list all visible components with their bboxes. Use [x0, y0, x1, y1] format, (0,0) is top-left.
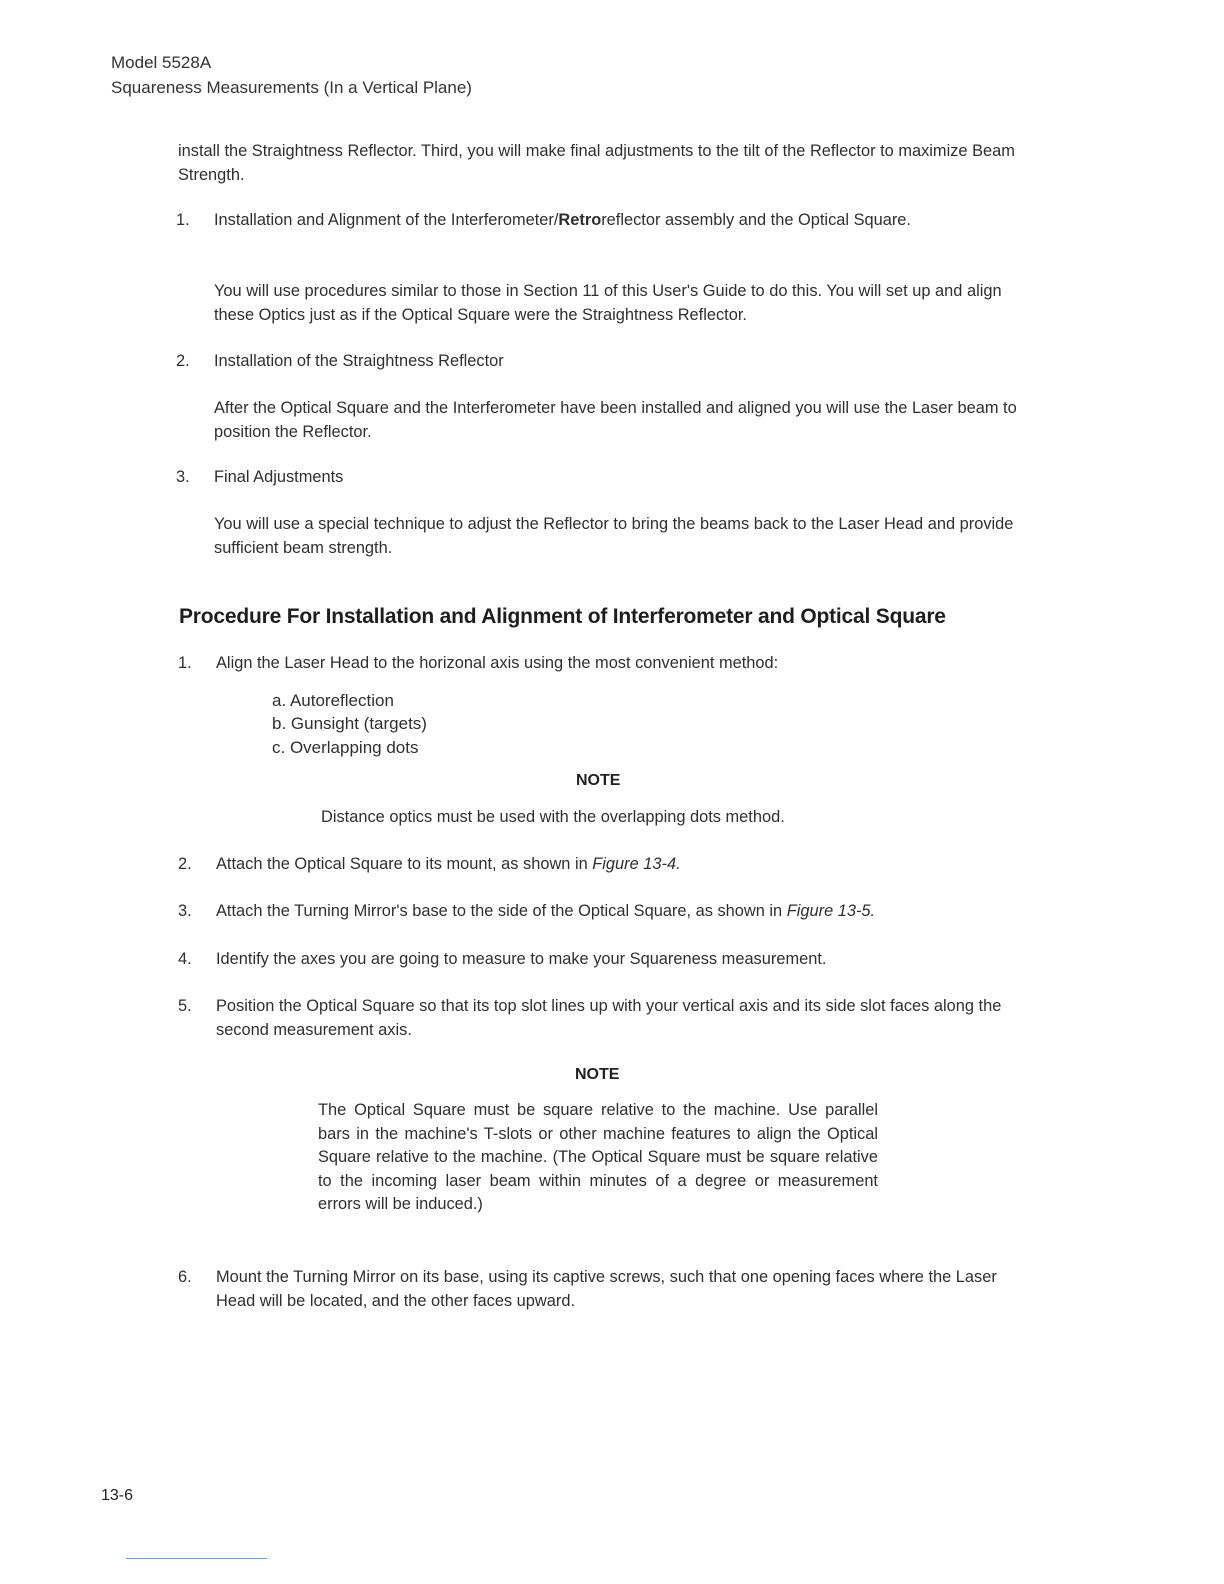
intro-paragraph: install the Straightness Reflector. Third, you will make final adjustments to the tilt of the Reflector to maximize Beam Strength. — [178, 142, 1015, 184]
note-text: The Optical Square must be square relative to the machine. Use parallel bars in the machine's T-slots or other machine features to align the Optical Square relative to the machine. (The Optical Square must be square relative to the incoming laser beam within minutes of a degree or measurement errors will be induced.) — [318, 1101, 878, 1213]
running-header-section: Squareness Measurements (In a Vertical Plane) — [111, 78, 472, 97]
overview-body: You will use procedures similar to those in Section 11 of this User's Guide to do this. You will set up and align these Optics just as if the Optical Square were the Straightness Reflector. — [214, 282, 1002, 324]
step-text-part: Attach the Optical Square to its mount, as shown in — [216, 855, 593, 873]
step-number: 3. — [178, 902, 192, 920]
page-number: 13-6 — [101, 1487, 134, 1504]
note-text: Distance optics must be used with the overlapping dots method. — [321, 808, 785, 826]
step-text: Position the Optical Square so that its top slot lines up with your vertical axis and its side slot faces along the second measurement axis. — [216, 997, 1002, 1039]
step-text-part: Attach the Turning Mirror's base to the side of the Optical Square, as shown in — [216, 902, 787, 920]
step-number: 5. — [178, 997, 192, 1015]
method-option: a. Autoreflection — [272, 691, 394, 710]
overview-body: After the Optical Square and the Interferometer have been installed and aligned you will use the Laser beam to position the Reflector. — [214, 399, 1017, 441]
step-text — [216, 900, 1022, 924]
overview-number: 1. — [176, 211, 190, 229]
step-number: 2. — [178, 855, 192, 873]
note-label: NOTE — [576, 772, 621, 789]
method-option: b. Gunsight (targets) — [272, 714, 427, 733]
note-label: NOTE — [575, 1066, 620, 1083]
running-header-model: Model 5528A — [111, 53, 212, 72]
overview-number: 2. — [176, 352, 190, 370]
overview-title: Final Adjustments — [214, 468, 344, 486]
procedure-heading: Procedure For Installation and Alignment of Interferometer and Optical Square — [179, 605, 946, 628]
footer-rule — [126, 1558, 267, 1559]
step-text: Identify the axes you are going to measure to make your Squareness measurement. — [216, 950, 827, 968]
overview-title-part: reflector assembly and the Optical Square. — [601, 211, 911, 229]
overview-number: 3. — [176, 468, 190, 486]
step-text: Mount the Turning Mirror on its base, using its captive screws, such that one opening faces where the Laser Head will be located, and the other faces upward. — [216, 1268, 997, 1310]
step-text: Align the Laser Head to the horizonal axis using the most convenient method: — [216, 654, 779, 672]
overview-title-part: Installation and Alignment of the Interferometer/ — [214, 211, 559, 229]
step-number: 1. — [178, 654, 192, 672]
step-text — [216, 853, 1020, 877]
step-number: 4. — [178, 950, 192, 968]
figure-reference: Figure 13-5. — [786, 902, 876, 920]
overview-title: Installation of the Straightness Reflector — [214, 352, 504, 370]
overview-title-bold: Retro — [558, 211, 602, 229]
step-number: 6. — [178, 1268, 192, 1286]
figure-reference: Figure 13-4. — [592, 855, 681, 873]
overview-title — [214, 209, 1018, 233]
method-option: c. Overlapping dots — [272, 738, 419, 757]
overview-body: You will use a special technique to adjust the Reflector to bring the beams back to the Laser Head and provide sufficient beam strength. — [214, 515, 1014, 557]
